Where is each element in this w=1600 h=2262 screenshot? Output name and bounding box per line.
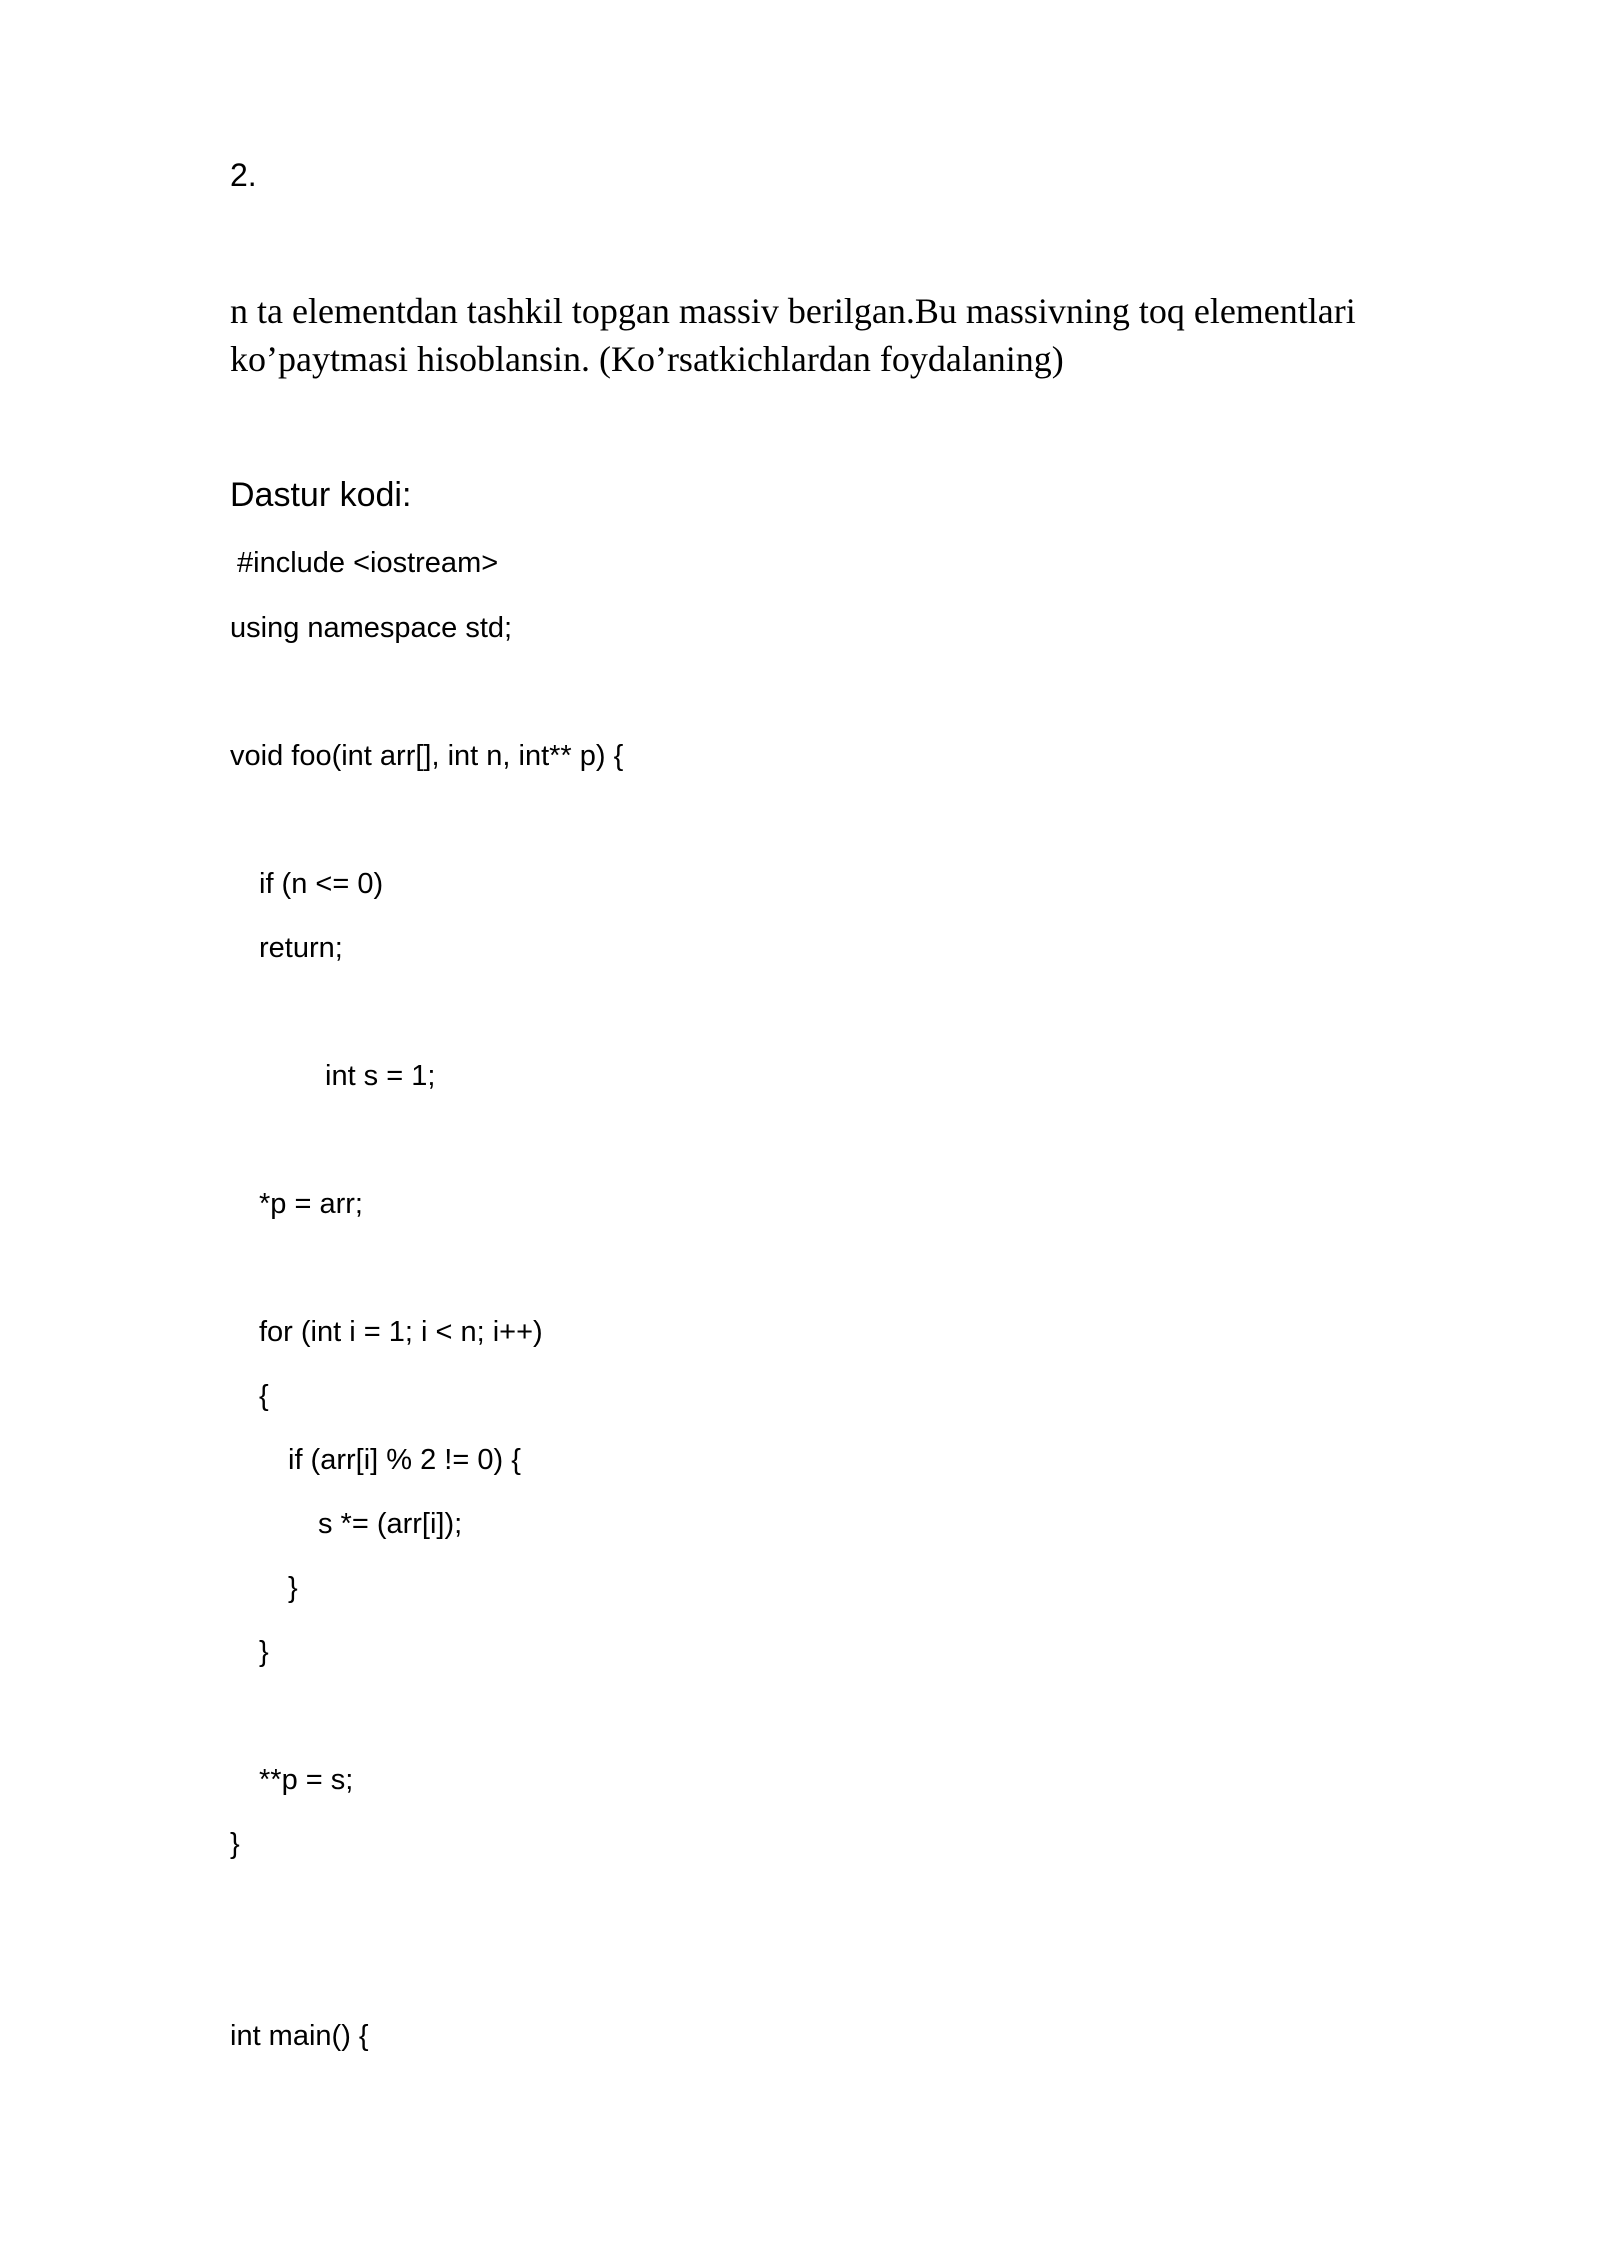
problem-line-1: n ta elementdan tashkil topgan massiv berilgan.Bu massivning toq elementlari <box>230 291 1356 331</box>
code-line: if (n <= 0) <box>259 868 384 900</box>
code-line: } <box>259 1636 269 1668</box>
code-line: } <box>230 1828 240 1860</box>
section-number: 2. <box>230 157 257 193</box>
problem-line-2: ko’paytmasi hisoblansin. (Ko’rsatkichlardan foydalaning) <box>230 339 1064 379</box>
code-line: s *= (arr[i]); <box>318 1508 463 1540</box>
code-heading: Dastur kodi: <box>230 476 412 514</box>
code-line: #include <iostream> <box>237 547 499 579</box>
code-line: using namespace std; <box>230 612 513 644</box>
code-line: } <box>288 1572 298 1604</box>
code-line: *p = arr; <box>259 1188 363 1220</box>
code-line: int s = 1; <box>325 1060 436 1092</box>
code-line: int main() { <box>230 2020 369 2052</box>
code-line: return; <box>259 932 343 964</box>
code-line: for (int i = 1; i < n; i++) <box>259 1316 543 1348</box>
code-line: if (arr[i] % 2 != 0) { <box>288 1444 521 1476</box>
problem-statement <box>230 287 1430 383</box>
code-line: { <box>259 1380 269 1412</box>
code-line: **p = s; <box>259 1764 354 1796</box>
code-line: void foo(int arr[], int n, int** p) { <box>230 740 624 772</box>
